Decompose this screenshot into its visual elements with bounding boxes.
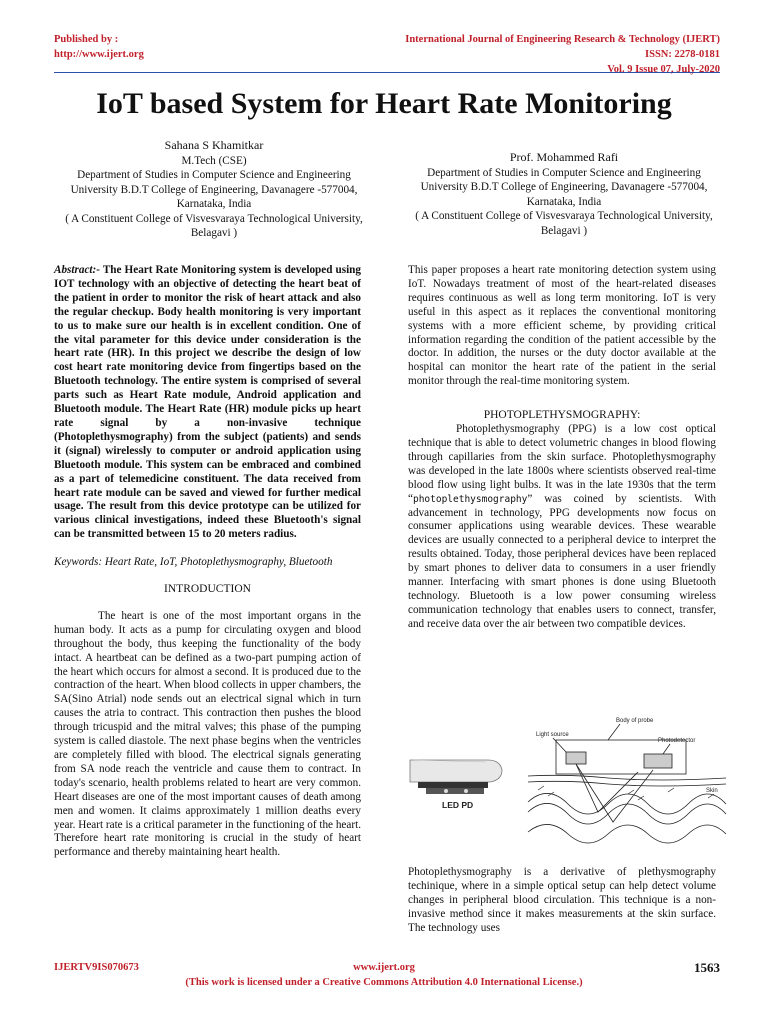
skin-label: Skin [706, 788, 718, 794]
ppg-heading: PHOTOPLETHYSMOGRAPHY: [483, 409, 641, 422]
author-university: ( A Constituent College of Visvesvaraya Technological University, Belagavi ) [65, 212, 363, 239]
light-source-label: Light source [536, 732, 569, 738]
ppg-paragraph-2-block [408, 866, 716, 936]
finger-sensor-illustration [410, 760, 502, 810]
abstract-label: Abstract:- [54, 264, 100, 276]
author-block-2 [408, 150, 720, 238]
ppg-text-a: Photoplethysmography (PPG) is a low cost optical technique that is able to detect volumetric changes in blood flowing through capillaries from the skin surface. Photoplethysmography was developed in the late 1800s where scientists observed real-time blood flow using light bulbs. It was in the late 1930s that the term “ [408, 423, 716, 505]
led-pd-label: LED PD [442, 800, 474, 810]
ppg-paragraph-2: Photoplethysmography is a derivative of plethysmography techinique, where in a simple optical setup can help detect volume changes in peripheral blood circulation. This technique is a non-invasive method since it makes measurements at the skin surface. The technology uses [408, 866, 716, 934]
keywords: Keywords: Heart Rate, IoT, Photoplethysmography, Bluetooth [54, 556, 333, 569]
intro-heading: INTRODUCTION [164, 583, 251, 596]
issn: ISSN: 2278-0181 [645, 49, 720, 60]
ppg-probe-figure [408, 712, 728, 854]
paper-id: IJERTV9IS070673 [54, 962, 139, 973]
journal-name: International Journal of Engineering Research & Technology (IJERT) [405, 34, 720, 45]
paper-title: IoT based System for Heart Rate Monitoring [96, 87, 672, 120]
photodetector-label: Photodetector [658, 738, 696, 744]
published-by: Published by : [54, 34, 119, 45]
author-block-1 [58, 138, 370, 241]
probe-diagram [528, 718, 726, 843]
author-university: ( A Constituent College of Visvesvaraya Technological University, Belagavi ) [415, 210, 713, 237]
ppg-term: photoplethysmography [412, 493, 528, 505]
intro-paragraph: The heart is one of the most important organs in the human body. It acts as a pump for circulating oxygen and blood throughout the body, thus keeping the functionality of the body intact. A heartbeat can be defined as a two-part pumping action of the heart which occurs for almost a second. It is produced due to the contraction of the heart. When blood collects in upper chambers, the SA(Sino Atrial) node sends out an electrical signal which in turn causes the atria to contract. This contraction then pushes the blood through tricuspid and the mitral valves; this phase of the pumping system is called diastole. The next phase begins when the ventricles are completely filled with blood. The electrical signals generating from SA node reach the ventricle and cause them to contract. In today's scenario, health problems related to heart are very common. Heart diseases are one of the most important causes of death among men and women. It claims approximately 1 million deaths every year. Heart rate is a critical parameter in the functioning of the heart. Therefore heart rate monitoring is crucial in the study of heart performance and thereby maintaining heart health. [54, 609, 361, 859]
right-intro-paragraph: This paper proposes a heart rate monitoring detection system using IoT. Nowadays treatment of most of the heart-related diseases requires continuous as well as long term monitoring. IoT is very useful in this aspect as it replaces the conventional monitoring systems with a more efficient scheme, by providing critical information regarding the condition of the patient accessible by the doctor. In addition, the nurses or the duty doctor available at the hospital can monitor the heart rate of the patient in the serial monitor through the real-time monitoring system. [408, 264, 716, 388]
ppg-paragraph [408, 423, 716, 632]
volume-issue: Vol. 9 Issue 07, July-2020 [607, 64, 720, 75]
abstract [54, 264, 361, 542]
author-name: Prof. Mohammed Rafi [509, 150, 619, 164]
author-name: Sahana S Khamitkar [164, 138, 264, 152]
right-column [408, 264, 716, 632]
footer-url-link[interactable]: www.ijert.org [353, 962, 415, 973]
author-college: University B.D.T College of Engineering, Davanagere -577004, Karnataka, India [420, 181, 708, 208]
ppg-text-b: ” was coined by scientists. With advancement in technology, PPG developments now focus on consumer applications using wearable devices. These wearable devices are usually connected to a peripheral device to interpret the results obtained. Today, those peripheral devices have been replaced by smart phones to deliver data to consumers in a user friendly manner. Interfacing with smart phones is done using Bluetooth technology. Bluetooth is a low power consuming wireless communication technology that enables users to connect, transfer, and receive data over the air between two compatible devices. [408, 492, 716, 630]
body-of-probe-label: Body of probe [616, 718, 654, 724]
author-college: University B.D.T College of Engineering, Davanagere -577004, Karnataka, India [70, 183, 358, 210]
author-department: Department of Studies in Computer Science and Engineering [427, 166, 701, 179]
page-number: 1563 [694, 960, 720, 975]
license-note: (This work is licensed under a Creative Commons Attribution 4.0 International License.) [185, 977, 583, 988]
author-department: Department of Studies in Computer Science and Engineering [77, 169, 351, 181]
abstract-text: The Heart Rate Monitoring system is developed using IOT technology with an objective of detecting the heart beat of the patient in order to monitor the risk of heart attack and also the regular checkup. Body health monitoring is very important to us to make sure our health is in excellent condition. One of the vital parameter for this device under consideration is the heart rate (HR). In this project we describe the design of low cost heart rate monitoring device from fingertips based on the Bluetooth technology. The entire system is comprised of several parts such as Heart Rate module, Android application and Bluetooth module. The Heart Rate (HR) module picks up heart rate signal by a non-invasive technique (Photoplethysmography) from the subject (patients) and sends it (signal) wirelessly to computer or android application using Bluetooth module. This system can be embraced and combined as a part of telemedicine constituent. The data received from heart rate module can be saved and viewed for further medical usage. The result from this device prototype can be utilized for various clinical investigations, indeed these Bluetooth's signal can be transmitted between 15 to 20 meters radius. [54, 264, 361, 541]
header-divider [54, 72, 720, 73]
author-degree: M.Tech (CSE) [181, 154, 247, 167]
journal-url-link[interactable]: http://www.ijert.org [54, 49, 144, 60]
left-column [54, 264, 361, 860]
